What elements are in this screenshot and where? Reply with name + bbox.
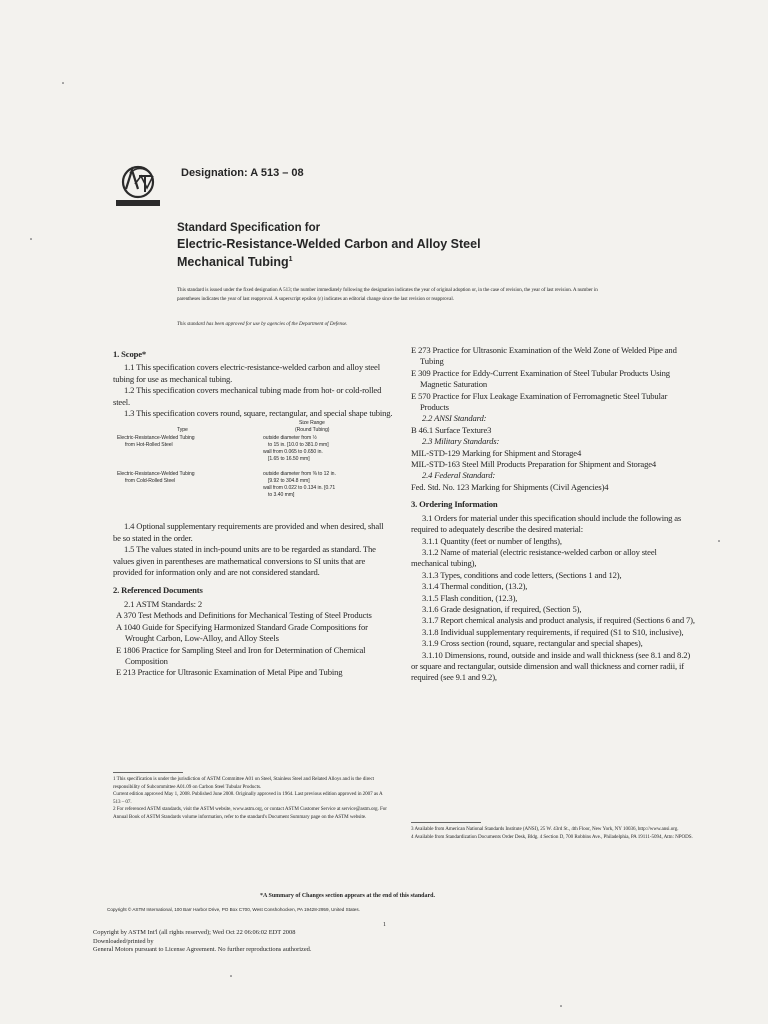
table-row2-size-2: [9.92 to 304.8 mm]: [268, 478, 310, 485]
table-row2-size-3: wall from 0.022 to 0.134 in. [0.71: [263, 485, 336, 492]
reference-e1806: E 1806 Practice for Sampling Steel and Iron for Determination of Chemical Composition: [116, 644, 366, 666]
table-row2-size-1: outside diameter from ⅜ to 12 in.: [263, 471, 336, 478]
title-line-2: Electric-Resistance-Welded Carbon and Alloy Steel: [177, 237, 481, 251]
right-column: [411, 345, 696, 684]
table-row1-type-1: Electric-Resistance-Welded Tubing: [117, 435, 195, 442]
paragraph-3-1-7: 3.1.7 Report chemical analysis and product analysis, if required (Sections 6 and 7),: [422, 615, 695, 626]
paragraph-3-1: 3.1 Orders for material under this specification should include the following as required to adequately describe the desired material:: [411, 512, 682, 535]
paragraph-1-2: 1.2 This specification covers mechanical tubing made from hot- or cold-rolled steel.: [113, 385, 382, 407]
reference-e273: E 273 Practice for Ultrasonic Examination of the Weld Zone of Welded Pipe and Tubing: [411, 345, 677, 367]
table-subheader-size: (Round Tubing): [295, 427, 330, 434]
reference-e570: E 570 Practice for Flux Leakage Examination of Ferromagnetic Steel Tubular Products: [411, 390, 668, 413]
paragraph-1-5: 1.5 The values stated in inch-pound units are to be regarded as standard. The values given in parentheses are mathematical conversions to SI units that are provided for information only and are not considered standard.: [113, 544, 376, 578]
table-row2-size-4: to 3.40 mm]: [268, 492, 295, 499]
paragraph-2-1: 2.1 ASTM Standards: 2: [124, 598, 203, 609]
table-header-size: Size Range: [299, 420, 325, 427]
scan-speck: [230, 975, 232, 977]
paragraph-2-3: 2.3 Military Standards:: [422, 436, 500, 447]
paragraph-3-1-9: 3.1.9 Cross section (round, square, rectangular and special shapes),: [422, 638, 643, 649]
paragraph-1-4: 1.4 Optional supplementary requirements are provided and when desired, shall be so stated in the order.: [113, 521, 384, 543]
paragraph-3-1-8: 3.1.8 Individual supplementary requirements, if required (S1 to S10, inclusive),: [422, 626, 684, 637]
table-row2-type-2: from Cold-Rolled Steel: [125, 478, 176, 485]
license-line-3: General Motors pursuant to License Agreement. No further reproductions authorized.: [93, 946, 312, 953]
license-line-2: Downloaded/printed by: [93, 937, 154, 945]
paragraph-2-2: 2.2 ANSI Standard:: [422, 413, 487, 424]
footnotes-right: [411, 826, 696, 841]
scan-speck: [62, 82, 64, 84]
reference-b46: B 46.1 Surface Texture3: [411, 424, 492, 435]
paragraph-3-1-2: 3.1.2 Name of material (electric resistance-welded carbon or alloy steel mechanical tubing),: [411, 546, 657, 569]
document-title: [177, 220, 481, 270]
reference-e213: E 213 Practice for Ultrasonic Examination of Metal Pipe and Tubing: [116, 667, 343, 678]
copyright-line: Copyright © ASTM International, 100 Barr Harbor Drive, PO Box C700, West Conshohocken, PA 19428-2959, United States.: [107, 907, 360, 912]
license-line-1: Copyright by ASTM Int'l (all rights reserved); Wed Oct 22 06:06:02 EDT 2008: [93, 929, 296, 936]
section-heading-scope: 1. Scope*: [113, 349, 147, 359]
footnote-1: 1 This specification is under the jurisdiction of ASTM Committee A01 on Steel, Stainless Steel and Related Alloys and is the direct responsibility of Subcommittee A01.09 on Carbon Steel Tubular Products.: [113, 776, 375, 790]
reference-fed-std-123: Fed. Std. No. 123 Marking for Shipments (Civil Agencies)4: [411, 481, 609, 492]
page-number: 1: [383, 922, 386, 928]
title-line-1: Standard Specification for: [177, 222, 321, 234]
table-header-type: Type: [177, 427, 188, 434]
paragraph-3-1-4: 3.1.4 Thermal condition, (13.2),: [422, 581, 528, 592]
designation: Designation: A 513 – 08: [181, 167, 304, 179]
title-line-3: Mechanical Tubing: [177, 255, 289, 270]
scan-speck: [718, 540, 720, 542]
paragraph-1-3: 1.3 This specification covers round, square, rectangular, and special shape tubing.: [124, 408, 393, 419]
title-footnote-marker: 1: [288, 256, 293, 263]
paragraph-3-1-1: 3.1.1 Quantity (feet or number of lengths),: [422, 535, 562, 546]
standard-note: This standard is issued under the fixed designation A 513; the number immediately following the designation indicates the year of original adoption or, in the case of revision, the year of last revision. A number in parentheses indicates the year of last reapproval. A superscript epsilon (ε) indicates an editorial change since the last revision or reapproval.: [177, 287, 598, 302]
paragraph-3-1-3: 3.1.3 Types, conditions and code letters, (Sections 1 and 12),: [422, 569, 622, 580]
footnote-rule-right: [411, 822, 481, 823]
left-column: [113, 345, 393, 679]
table-row1-size-1: outside diameter from ½: [263, 435, 317, 442]
license-notice: [93, 929, 311, 955]
table-row1-size-4: [1.65 to 16.50 mm]: [268, 456, 310, 463]
table-row1-type-2: from Hot-Rolled Steel: [125, 442, 173, 449]
paragraph-3-1-6: 3.1.6 Grade designation, if required, (Section 5),: [422, 603, 582, 614]
scan-speck: [30, 238, 32, 240]
footnote-2: 2 For referenced ASTM standards, visit the ASTM website, www.astm.org, or contact ASTM Customer Service at service@astm.org. For Annual Book of ASTM Standards volume information, refer to the standard's Document Summary page on the ASTM website.: [113, 806, 387, 820]
section-heading-ordering-information: 3. Ordering Information: [411, 499, 498, 510]
table-row2-type-1: Electric-Resistance-Welded Tubing: [117, 471, 195, 478]
footnote-1-edition: Current edition approved May 1, 2008. Published June 2008. Originally approved in 1964. Last previous edition approved in 2007 as A 513 – 07.: [113, 791, 383, 805]
approved-note: This standard has been approved for use by agencies of the Department of Defense.: [177, 321, 348, 327]
footnote-4: 4 Available from Standardization Documents Order Desk, Bldg. 4 Section D, 700 Robbins Ave., Philadelphia, PA 19111-5094, Attn: NPODS.: [411, 833, 693, 840]
paragraph-3-1-10: 3.1.10 Dimensions, round, outside and inside and wall thickness (see 8.1 and 8.2) or square and rectangular, outside dimension and wall thickness and corner radii, if required (see 9.1 and 9.2),: [411, 649, 691, 683]
table-row1-size-3: wall from 0.065 to 0.650 in.: [263, 449, 323, 456]
reference-a370: A 370 Test Methods and Definitions for Mechanical Testing of Steel Products: [116, 610, 372, 621]
reference-mil-std-129: MIL-STD-129 Marking for Shipment and Storage4: [411, 447, 582, 458]
reference-mil-std-163: MIL-STD-163 Steel Mill Products Preparation for Shipment and Storage4: [411, 459, 657, 470]
footnotes-left: [113, 776, 391, 822]
astm-logo: [116, 162, 172, 208]
footnote-rule-left: [113, 772, 183, 773]
paragraph-1-1: 1.1 This specification covers electric-resistance-welded carbon and alloy steel tubing for use as mechanical tubing.: [113, 362, 380, 384]
reference-a1040: A 1040 Guide for Specifying Harmonized Standard Grade Compositions for Wrought Carbon, Low-Alloy, and Alloy Steels: [116, 621, 368, 644]
footnote-3: 3 Available from American National Standards Institute (ANSI), 25 W. 43rd St., 4th Floor, New York, NY 10036, http://www.ansi.org.: [411, 826, 679, 832]
size-range-table: [113, 421, 393, 515]
section-heading-referenced-documents: 2. Referenced Documents: [113, 585, 203, 596]
paragraph-3-1-5: 3.1.5 Flash condition, (12.3),: [422, 592, 518, 603]
scan-speck: [560, 1005, 562, 1007]
paragraph-2-4: 2.4 Federal Standard:: [422, 470, 496, 481]
table-row1-size-2: to 15 in. [10.0 to 381.0 mm]: [268, 442, 329, 449]
summary-of-changes-note: *A Summary of Changes section appears at the end of this standard.: [260, 893, 436, 899]
reference-e309: E 309 Practice for Eddy-Current Examination of Steel Tubular Products Using Magnetic Saturation: [411, 367, 670, 390]
